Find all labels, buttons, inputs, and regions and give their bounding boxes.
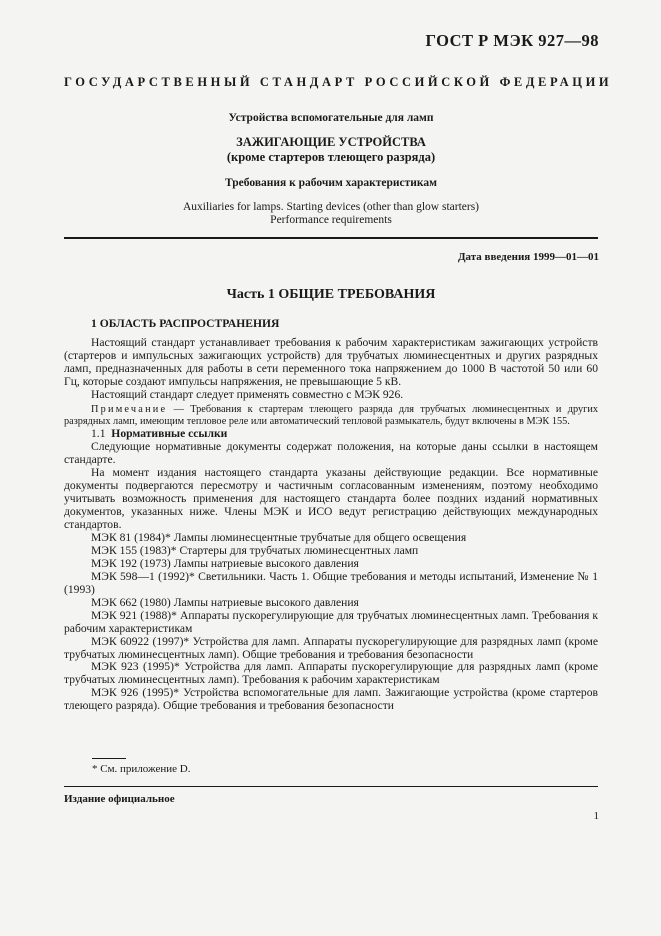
english-title xyxy=(64,201,598,226)
reference-item: МЭК 598—1 (1992)* Светильники. Часть 1. Общие требования и методы испытаний, Изменение № 1 (1993) xyxy=(64,569,598,596)
reference-item: МЭК 926 (1995)* Устройства вспомогательные для ламп. Зажигающие устройства (кроме стартеров тлеющего разряда). Общие требования и требования безопасности xyxy=(64,686,598,713)
footnote: * См. приложение D. xyxy=(92,763,191,775)
doc-main-title xyxy=(64,135,598,165)
scope-paragraph: Настоящий стандарт устанавливает требования к рабочим характеристикам зажигающих устройств (стартеров и импульсных зажигающих устройств) для трубчатых люминесцентных и других разрядных ламп, предназначенных для работы в сети переменного тока напряжением до 1000 В частотой 50 или 60 Гц, которые создают импульсы напряжения, не превышающие 5 кВ. xyxy=(64,335,598,388)
page-number: 1 xyxy=(593,810,599,822)
document-body xyxy=(64,318,598,713)
doc-subtitle: Устройства вспомогательные для ламп xyxy=(228,112,434,124)
reference-item: МЭК 923 (1995)* Устройства для ламп. Аппараты пускорегулирующие для разрядных ламп (кроме трубчатых люминесцентных ламп). Требования к рабочим характеристикам xyxy=(64,660,598,687)
main-title-line1: ЗАЖИГАЮЩИЕ УСТРОЙСТВА xyxy=(236,135,426,149)
doc-requirements-title: Требования к рабочим характеристикам xyxy=(225,177,437,189)
section-heading: 1 ОБЛАСТЬ РАСПРОСТРАНЕНИЯ xyxy=(91,317,280,330)
title-divider xyxy=(64,237,598,239)
edition-label: Издание официальное xyxy=(64,793,175,805)
footnote-divider xyxy=(92,758,126,759)
part-title: Часть 1 ОБЩИЕ ТРЕБОВАНИЯ xyxy=(226,287,436,302)
reference-item: МЭК 662 (1980) Лампы натриевые высокого давления xyxy=(91,595,359,609)
bottom-divider xyxy=(64,786,598,787)
reference-item: МЭК 60922 (1997)* Устройства для ламп. Аппараты пускорегулирующие для разрядных ламп (кроме трубчатых люминесцентных ламп). Общие требования и требования безопасности xyxy=(64,634,598,661)
main-title-line2: (кроме стартеров тлеющего разряда) xyxy=(226,150,436,164)
introduction-date: Дата введения 1999—01—01 xyxy=(457,251,599,263)
note-paragraph xyxy=(64,404,598,428)
normative-paragraph-2: На момент издания настоящего стандарта указаны действующие редакции. Все нормативные документы подвергаются пересмотру и частичным согласованным изменениям, поэтому необходимо учитывать возможность применения для настоящего стандарта более поздних изданий нормативных документов, указанных ниже. Члены МЭК и ИСО ведут регистрацию действующих международных стандартов. xyxy=(64,466,598,531)
english-title-line2: Performance requirements xyxy=(270,213,392,226)
state-standard-title: ГОСУДАРСТВЕННЫЙ СТАНДАРТ РОССИЙСКОЙ ФЕДЕРАЦИИ xyxy=(64,75,613,89)
reference-item: МЭК 192 (1973) Лампы натриевые высокого давления xyxy=(91,556,359,570)
reference-item: МЭК 81 (1984)* Лампы люминесцентные трубчатые для общего освещения xyxy=(91,530,467,544)
subsection-number: 1.1 xyxy=(91,427,106,441)
reference-item: МЭК 921 (1988)* Аппараты пускорегулирующие для трубчатых люминесцентных ламп. Требования к рабочим характеристикам xyxy=(64,608,598,635)
english-title-line1: Auxiliaries for lamps. Starting devices (other than glow starters) xyxy=(182,201,480,213)
note-text: — Требования к стартерам тлеющего разряда для трубчатых люминесцентных и других разрядных ламп, имеющим тепловое реле или автоматический тепловой размыкатель, будут включены в МЭК 155. xyxy=(64,403,598,427)
standard-code: ГОСТ Р МЭК 927—98 xyxy=(425,31,599,50)
normative-paragraph-1: Следующие нормативные документы содержат положения, на которые даны ссылки в настоящем стандарте. xyxy=(64,440,598,467)
scope-paragraph-2: Настоящий стандарт следует применять совместно с МЭК 926. xyxy=(91,387,404,401)
reference-item: МЭК 155 (1983)* Стартеры для трубчатых люминесцентных ламп xyxy=(91,543,419,557)
note-label: Примечание xyxy=(91,403,168,415)
subsection-title: Нормативные ссылки xyxy=(111,427,228,441)
